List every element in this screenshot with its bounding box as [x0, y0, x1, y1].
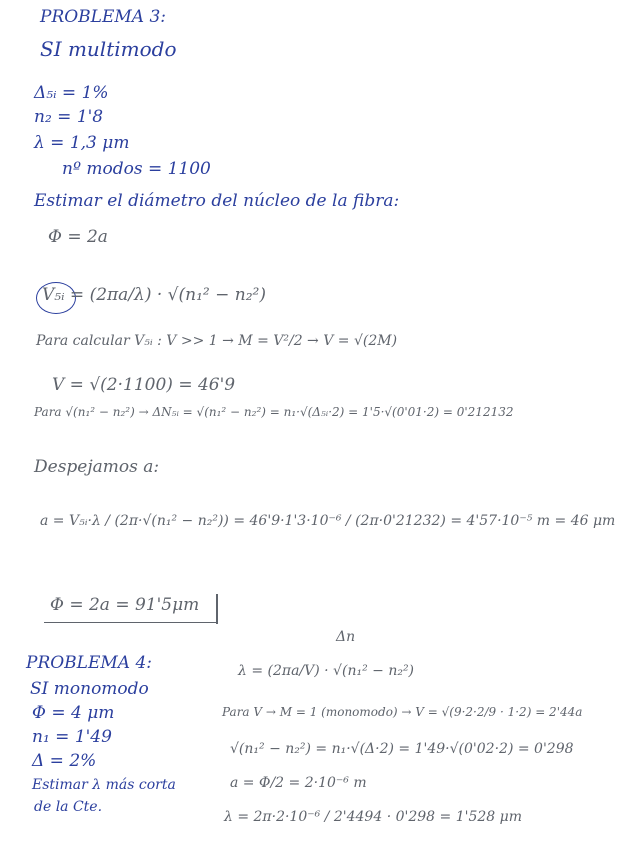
problem4-task-2: de la Cte. [34, 799, 103, 815]
a-value-4: a = Φ/2 = 2·10⁻⁶ m [230, 775, 367, 791]
given-delta: Δ₅ᵢ = 1% [34, 83, 109, 103]
result-phi: Φ = 2a = 91'5μm [50, 595, 200, 615]
a-formula: a = V₅ᵢ·λ / (2π·√(n₁² − n₂²)) = 46'9·1'3·10⁻⁶ / (2π·0'21232) = 4'57·10⁻⁵ m = 46 μm [40, 513, 616, 529]
eq-phi: Φ = 2a [48, 227, 108, 247]
eq-vsi: V₅ᵢ = (2πa/λ) · √(n₁² − n₂²) [42, 285, 266, 305]
despejamos: Despejamos a: [34, 457, 160, 477]
lambda-value: λ = 2π·2·10⁻⁶ / 2'4494 · 0'298 = 1'528 μm [224, 809, 522, 825]
given-n2: n₂ = 1'8 [34, 107, 104, 127]
na-4: √(n₁² − n₂²) = n₁·√(Δ·2) = 1'49·√(0'02·2) = 0'298 [230, 741, 574, 757]
given-modes: nº modos = 1100 [62, 159, 211, 179]
eq-lambda: λ = (2πa/V) · √(n₁² − n₂²) [238, 663, 415, 679]
given-phi: Φ = 4 μm [32, 703, 115, 723]
calc-v-line: Para calcular V₅ᵢ : V >> 1 → M = V²/2 → V = √(2M) [36, 333, 398, 349]
result-box-edge [216, 594, 218, 624]
result-underline [44, 622, 216, 623]
given-lambda: λ = 1,3 μm [34, 133, 130, 153]
problem3-task: Estimar el diámetro del núcleo de la fibra: [34, 191, 400, 211]
problem3-title: PROBLEMA 3: [40, 7, 166, 27]
given-n1: n₁ = 1'49 [32, 727, 112, 747]
v-value: V = √(2·1100) = 46'9 [52, 375, 236, 395]
problem3-subtitle: SI multimodo [40, 37, 177, 61]
cond-v: Para V → M = 1 (monomodo) → V = √(9·2·2/9 · 1·2) = 2'44a [222, 705, 583, 719]
given-delta-4: Δ = 2% [32, 751, 97, 771]
eq-lambda-top: Δn [336, 629, 356, 645]
na-line: Para √(n₁² − n₂²) → ΔN₅ᵢ = √(n₁² − n₂²) = n₁·√(Δ₅ᵢ·2) = 1'5·√(0'01·2) = 0'212132 [34, 405, 514, 419]
problem4-title: PROBLEMA 4: [26, 653, 152, 673]
problem4-task-1: Estimar λ más corta [32, 777, 176, 793]
problem4-subtitle: SI monomodo [30, 679, 149, 699]
